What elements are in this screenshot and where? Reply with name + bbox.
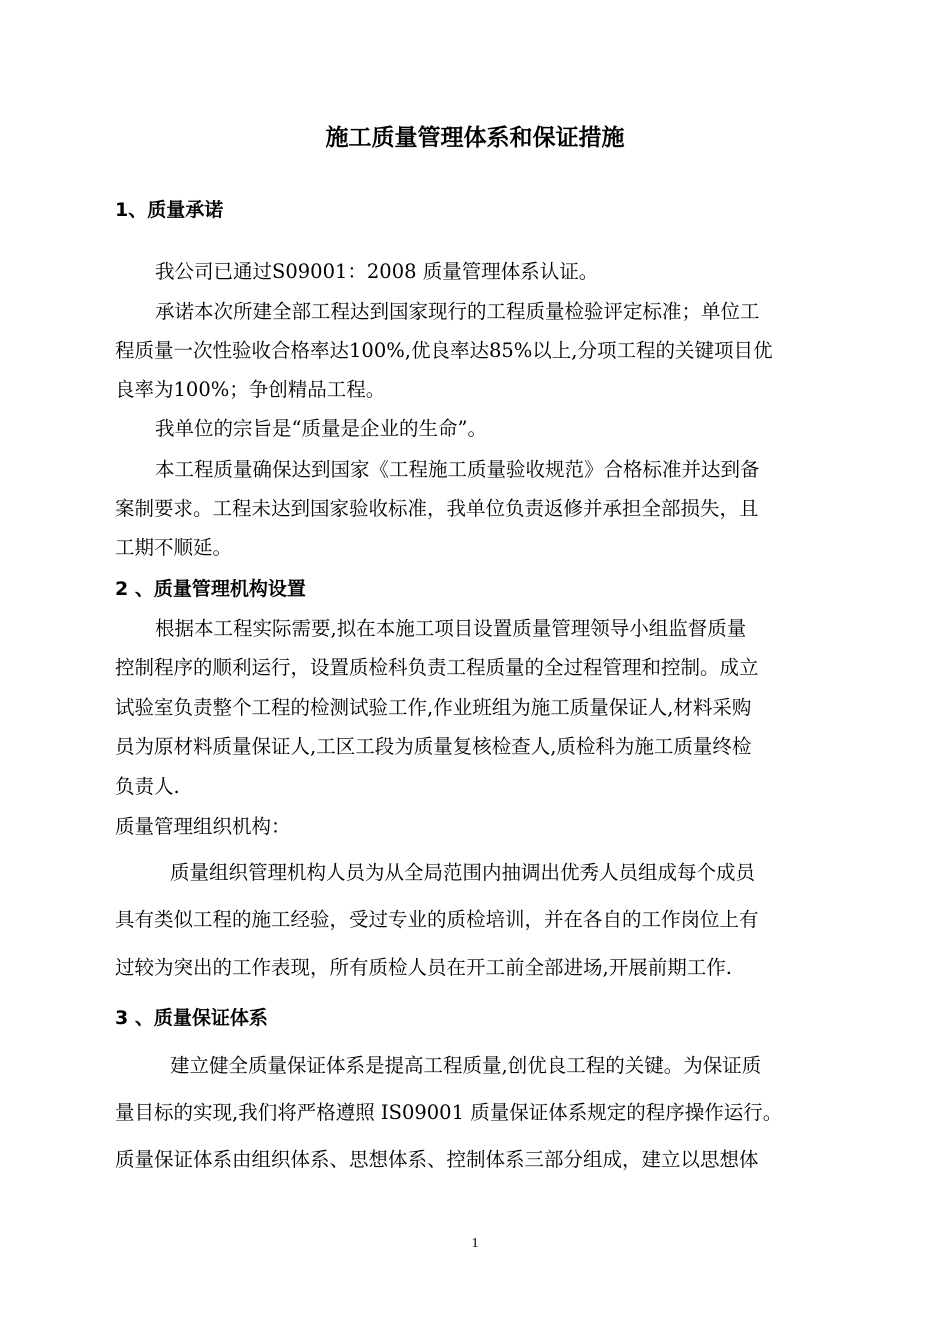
section-heading-quality-organization: 2 、质量管理机构设置 bbox=[115, 578, 306, 600]
paragraph-line: 本工程质量确保达到国家《工程施工质量验收规范》合格标准并达到备 bbox=[155, 458, 760, 481]
paragraph-line: 过较为突出的工作表现，所有质检人员在开工前全部进场,开展前期工作. bbox=[115, 956, 732, 979]
paragraph-line: 质量组织管理机构人员为从全局范围内抽调出优秀人员组成每个成员 bbox=[170, 861, 756, 884]
paragraph-line: 质量管理组织机构： bbox=[115, 815, 291, 838]
paragraph-line: 我单位的宗旨是“质量是企业的生命”。 bbox=[155, 417, 487, 440]
section-heading-quality-assurance: 3 、质量保证体系 bbox=[115, 1007, 268, 1029]
paragraph-line: 根据本工程实际需要,拟在本施工项目设置质量管理领导小组监督质量 bbox=[155, 617, 747, 640]
section-heading-quality-commitment: 1、质量承诺 bbox=[115, 199, 224, 221]
page-number: 1 bbox=[471, 1236, 479, 1251]
paragraph-line: 质量保证体系由组织体系、思想体系、控制体系三部分组成，建立以思想体 bbox=[115, 1148, 759, 1171]
paragraph-line: 我公司已通过S09001：2008 质量管理体系认证。 bbox=[155, 260, 599, 283]
paragraph-line: 建立健全质量保证体系是提高工程质量,创优良工程的关键。为保证质 bbox=[170, 1054, 762, 1077]
paragraph-line: 员为原材料质量保证人,工区工段为质量复核检查人,质检科为施工质量终检 bbox=[115, 735, 752, 758]
document-title: 施工质量管理体系和保证措施 bbox=[325, 125, 625, 151]
paragraph-line: 程质量一次性验收合格率达100%,优良率达85%以上,分项工程的关键项目优 bbox=[115, 339, 773, 362]
paragraph-line: 量目标的实现,我们将严格遵照 IS09001 质量保证体系规定的程序操作运行。 bbox=[115, 1101, 783, 1124]
paragraph-line: 控制程序的顺利运行，设置质检科负责工程质量的全过程管理和控制。成立 bbox=[115, 656, 759, 679]
paragraph-line: 良率为100%；争创精品工程。 bbox=[115, 378, 386, 401]
paragraph-line: 承诺本次所建全部工程达到国家现行的工程质量检验评定标准；单位工 bbox=[155, 300, 760, 323]
paragraph-line: 案制要求。工程未达到国家验收标准，我单位负责返修并承担全部损失，且 bbox=[115, 497, 759, 520]
paragraph-line: 工期不顺延。 bbox=[115, 536, 233, 559]
paragraph-line: 负责人. bbox=[115, 775, 180, 798]
paragraph-line: 具有类似工程的施工经验，受过专业的质检培训，并在各自的工作岗位上有 bbox=[115, 908, 759, 931]
paragraph-line: 试验室负责整个工程的检测试验工作,作业班组为施工质量保证人,材料采购 bbox=[115, 696, 752, 719]
